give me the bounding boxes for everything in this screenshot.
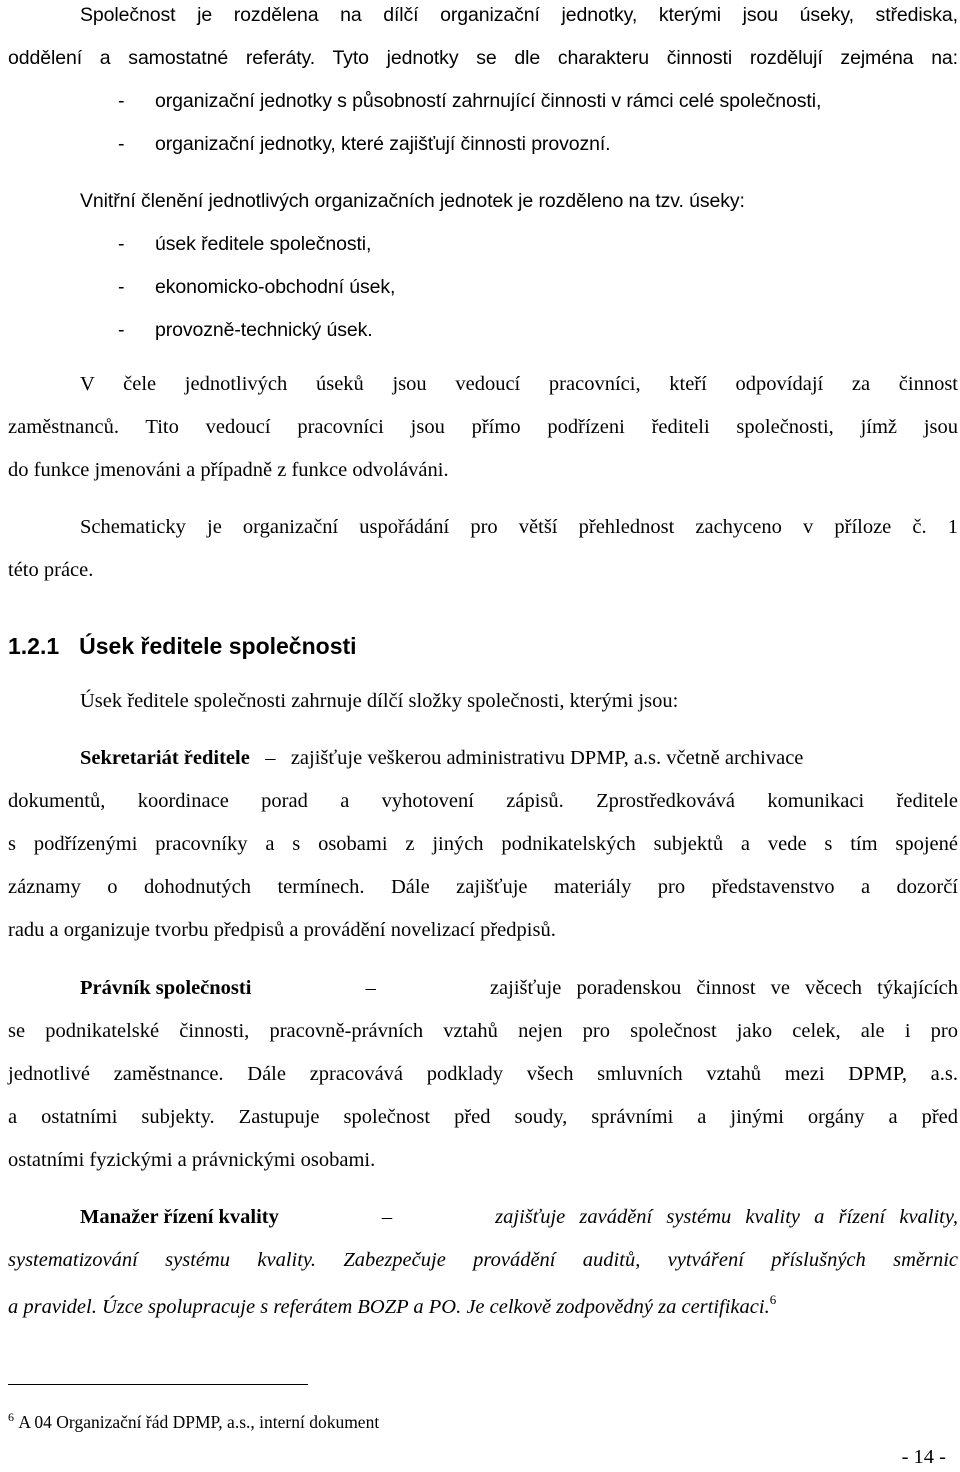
list-item: úsek ředitele společnosti, xyxy=(155,233,372,255)
term-dash: – xyxy=(365,977,376,999)
quality-line-1 xyxy=(80,1206,958,1229)
secretariat-line-2: dokumentů, koordinace porad a vyhotovení zápisů. Zprostředkovává komunikaci ředitele xyxy=(8,790,958,812)
list-bullet: - xyxy=(118,319,125,341)
page-number: - 14 - xyxy=(901,1446,946,1468)
intro-line-2: oddělení a samostatné referáty. Tyto jednotky se dle charakteru činnosti rozdělují zejména na: xyxy=(8,47,958,69)
section-title: Úsek ředitele společnosti xyxy=(79,633,357,659)
secretariat-term: Sekretariát ředitele xyxy=(80,747,250,769)
list-item: ekonomicko-obchodní úsek, xyxy=(155,276,396,298)
quality-line-3 xyxy=(8,1292,776,1319)
lawyer-line-5: ostatními fyzickými a právnickými osobami. xyxy=(8,1149,376,1171)
quality-text: a pravidel. Úzce spolupracuje s referátem BOZP a PO. Je celkově zodpovědný za certifikaci. xyxy=(8,1296,770,1318)
division-lead: Vnitřní členění jednotlivých organizačních jednotek je rozděleno na tzv. úseky: xyxy=(80,190,745,212)
footnote-divider xyxy=(8,1384,308,1385)
managers-line-2: zaměstnanců. Tito vedoucí pracovníci jsou přímo podřízeni řediteli společnosti, jímž jsou xyxy=(8,416,958,438)
lawyer-line-3: jednotlivé zaměstnance. Dále zpracovává podklady všech smluvních vztahů mezi DPMP, a.s. xyxy=(8,1063,958,1085)
footnote-number: 6 xyxy=(8,1410,14,1424)
footnote-ref: 6 xyxy=(769,1292,777,1307)
secretariat-line-5: radu a organizuje tvorbu předpisů a provádění novelizací předpisů. xyxy=(8,919,556,941)
lawyer-term: Právník společnosti xyxy=(80,977,252,999)
lawyer-text: zajišťuje poradenskou činnost ve věcech týkajících xyxy=(489,977,958,999)
list-item: organizační jednotky s působností zahrnující činnosti v rámci celé společnosti, xyxy=(155,90,822,112)
footnote-text: A 04 Organizační řád DPMP, a.s., interní dokument xyxy=(18,1412,380,1432)
secretariat-line-1 xyxy=(80,747,958,770)
section-number: 1.2.1 xyxy=(8,633,60,659)
quality-text: zajišťuje zavádění systému kvality a řízení kvality, xyxy=(495,1206,958,1228)
intro-line-1: Společnost je rozdělena na dílčí organizační jednotky, kterými jsou úseky, střediska, xyxy=(80,4,958,26)
secretariat-line-3: s podřízenými pracovníky a s osobami z jiných podnikatelských subjektů a vede s tím spojené xyxy=(8,833,958,855)
secretariat-text: zajišťuje veškerou administrativu DPMP, a.s. včetně archivace xyxy=(290,747,804,769)
lawyer-line-2: se podnikatelské činnosti, pracovně-právních vztahů nejen pro společnost jako celek, ale i pro xyxy=(8,1020,958,1042)
term-dash: – xyxy=(381,1206,393,1228)
list-bullet: - xyxy=(118,90,125,112)
footnote xyxy=(8,1410,379,1433)
schematic-line-2: této práce. xyxy=(8,559,94,581)
quality-line-2: systematizování systému kvality. Zabezpečuje provádění auditů, vytváření příslušných směrnic xyxy=(8,1249,958,1271)
list-bullet: - xyxy=(118,233,125,255)
secretariat-line-4: záznamy o dohodnutých termínech. Dále zajišťuje materiály pro představenstvo a dozorčí xyxy=(8,876,958,898)
lawyer-line-4: a ostatními subjekty. Zastupuje společnost před soudy, správními a jinými orgány a před xyxy=(8,1106,958,1128)
term-dash: – xyxy=(265,747,276,769)
quality-term: Manažer řízení kvality xyxy=(80,1206,279,1228)
section-heading xyxy=(8,633,357,660)
list-item: organizační jednotky, které zajišťují činnosti provozní. xyxy=(155,133,611,155)
lawyer-line-1 xyxy=(80,977,958,1000)
section-intro: Úsek ředitele společnosti zahrnuje dílčí složky společnosti, kterými jsou: xyxy=(80,690,679,712)
managers-line-1: V čele jednotlivých úseků jsou vedoucí pracovníci, kteří odpovídají za činnost xyxy=(80,373,958,395)
schematic-line-1: Schematicky je organizační uspořádání pro větší přehlednost zachyceno v příloze č. 1 xyxy=(80,516,958,538)
managers-line-3: do funkce jmenováni a případně z funkce odvoláváni. xyxy=(8,459,449,481)
list-bullet: - xyxy=(118,276,125,298)
list-item: provozně-technický úsek. xyxy=(155,319,373,341)
list-bullet: - xyxy=(118,133,125,155)
